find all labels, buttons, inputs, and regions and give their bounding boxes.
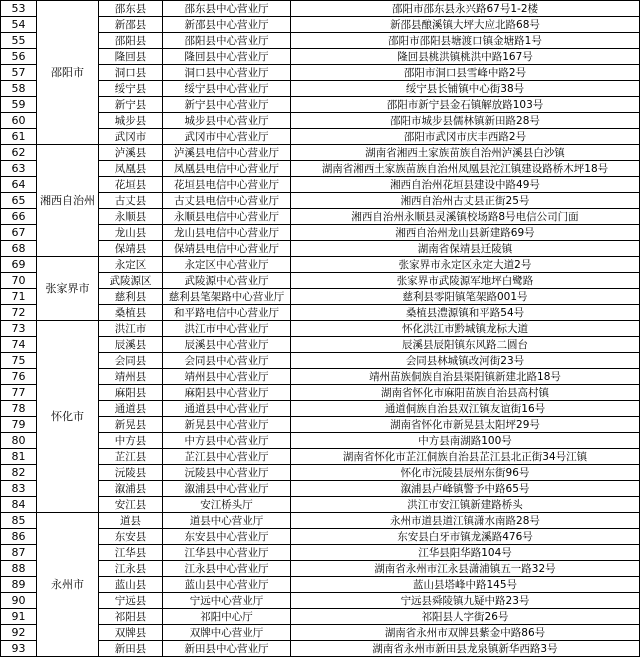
address-cell: 辰溪县辰阳镇东风路二圆台 xyxy=(291,337,640,353)
hall-name-cell: 慈利县笔架路中心营业厅 xyxy=(163,289,291,305)
county-cell: 慈利县 xyxy=(99,289,163,305)
address-cell: 绥宁县长铺镇中心街38号 xyxy=(291,81,640,97)
hall-name-cell: 和平路电信中心营业厅 xyxy=(163,305,291,321)
address-cell: 邵阳市新宁县金石镇解放路103号 xyxy=(291,97,640,113)
county-cell: 道县 xyxy=(99,513,163,529)
hall-name-cell: 辰溪县中心营业厅 xyxy=(163,337,291,353)
row-number: 74 xyxy=(1,337,37,353)
hall-name-cell: 武冈市中心营业厅 xyxy=(163,129,291,145)
hall-name-cell: 宁远中心营业厅 xyxy=(163,593,291,609)
hall-name-cell: 泸溪县电信中心营业厅 xyxy=(163,145,291,161)
hall-name-cell: 武陵源中心营业厅 xyxy=(163,273,291,289)
address-cell: 邵阳市武冈市庆丰西路2号 xyxy=(291,129,640,145)
address-cell: 会同县林城镇改河街23号 xyxy=(291,353,640,369)
county-cell: 邵阳县 xyxy=(99,33,163,49)
row-number: 72 xyxy=(1,305,37,321)
row-number: 86 xyxy=(1,529,37,545)
county-cell: 靖州县 xyxy=(99,369,163,385)
county-cell: 宁远县 xyxy=(99,593,163,609)
address-cell: 江华县阳华路104号 xyxy=(291,545,640,561)
address-cell: 湘西自治州古丈县正街25号 xyxy=(291,193,640,209)
row-number: 78 xyxy=(1,401,37,417)
address-cell: 湖南省永州市双牌县紫金中路86号 xyxy=(291,625,640,641)
row-number: 85 xyxy=(1,513,37,529)
row-number: 84 xyxy=(1,497,37,513)
county-cell: 泸溪县 xyxy=(99,145,163,161)
row-number: 81 xyxy=(1,449,37,465)
row-number: 58 xyxy=(1,81,37,97)
row-number: 90 xyxy=(1,593,37,609)
row-number: 88 xyxy=(1,561,37,577)
row-number: 69 xyxy=(1,257,37,273)
address-cell: 湖南省怀化市芷江侗族自治县芷江县北正街34号江镇 xyxy=(291,449,640,465)
city-cell: 怀化市 xyxy=(37,321,99,513)
hall-name-cell: 新晃县中心营业厅 xyxy=(163,417,291,433)
hall-name-cell: 蓝山县中心营业厅 xyxy=(163,577,291,593)
table-row xyxy=(1,321,640,337)
row-number: 76 xyxy=(1,369,37,385)
county-cell: 中方县 xyxy=(99,433,163,449)
table-row xyxy=(1,513,640,529)
row-number: 75 xyxy=(1,353,37,369)
hall-name-cell: 安江桥头厅 xyxy=(163,497,291,513)
address-cell: 祁阳县人字街26号 xyxy=(291,609,640,625)
hall-name-cell: 洪江市中心营业厅 xyxy=(163,321,291,337)
county-cell: 永定区 xyxy=(99,257,163,273)
address-cell: 怀化洪江市黔城镇龙标大道 xyxy=(291,321,640,337)
address-cell: 湖南省永州市江永县潇浦镇五一路32号 xyxy=(291,561,640,577)
address-cell: 湖南省永州市新田县龙泉镇新华西路3号 xyxy=(291,641,640,657)
city-cell: 张家界市 xyxy=(37,257,99,321)
hall-name-cell: 靖州县中心营业厅 xyxy=(163,369,291,385)
row-number: 89 xyxy=(1,577,37,593)
county-cell: 隆回县 xyxy=(99,49,163,65)
address-cell: 湖南省保靖县迁陵镇 xyxy=(291,241,640,257)
hall-name-cell: 邵东县中心营业厅 xyxy=(163,1,291,17)
address-cell: 邵阳市城步县儒林镇新田路28号 xyxy=(291,113,640,129)
county-cell: 安江县 xyxy=(99,497,163,513)
address-cell: 宁远县舜陵镇九疑中路23号 xyxy=(291,593,640,609)
county-cell: 沅陵县 xyxy=(99,465,163,481)
row-number: 87 xyxy=(1,545,37,561)
hall-name-cell: 通道县中心营业厅 xyxy=(163,401,291,417)
row-number: 65 xyxy=(1,193,37,209)
row-number: 55 xyxy=(1,33,37,49)
county-cell: 江永县 xyxy=(99,561,163,577)
hall-name-cell: 永定区中心营业厅 xyxy=(163,257,291,273)
address-cell: 隆回县桃洪镇桃洪中路167号 xyxy=(291,49,640,65)
county-cell: 会同县 xyxy=(99,353,163,369)
county-cell: 武陵源区 xyxy=(99,273,163,289)
county-cell: 溆浦县 xyxy=(99,481,163,497)
county-cell: 双牌县 xyxy=(99,625,163,641)
address-cell: 邵阳市邵阳县塘渡口镇金塘路1号 xyxy=(291,33,640,49)
county-cell: 新邵县 xyxy=(99,17,163,33)
county-cell: 保靖县 xyxy=(99,241,163,257)
address-cell: 张家界市永定区永定大道2号 xyxy=(291,257,640,273)
row-number: 92 xyxy=(1,625,37,641)
address-cell: 慈利县零阳镇笔架路001号 xyxy=(291,289,640,305)
hall-name-cell: 麻阳县中心营业厅 xyxy=(163,385,291,401)
row-number: 54 xyxy=(1,17,37,33)
row-number: 63 xyxy=(1,161,37,177)
address-cell: 新邵县酿溪镇大坪大应北路68号 xyxy=(291,17,640,33)
hall-name-cell: 新宁县中心营业厅 xyxy=(163,97,291,113)
address-cell: 蓝山县塔峰中路145号 xyxy=(291,577,640,593)
hall-name-cell: 芷江县中心营业厅 xyxy=(163,449,291,465)
hall-name-cell: 江华县中心营业厅 xyxy=(163,545,291,561)
row-number: 93 xyxy=(1,641,37,657)
county-cell: 辰溪县 xyxy=(99,337,163,353)
county-cell: 新田县 xyxy=(99,641,163,657)
row-number: 56 xyxy=(1,49,37,65)
row-number: 68 xyxy=(1,241,37,257)
address-cell: 湘西自治州永顺县灵溪镇校场路8号电信公司门面 xyxy=(291,209,640,225)
address-cell: 张家界市武陵源军地坪白鹭路 xyxy=(291,273,640,289)
row-number: 80 xyxy=(1,433,37,449)
row-number: 66 xyxy=(1,209,37,225)
county-cell: 新宁县 xyxy=(99,97,163,113)
address-cell: 湖南省怀化市麻阳苗族自治县高村镇 xyxy=(291,385,640,401)
county-cell: 永顺县 xyxy=(99,209,163,225)
address-cell: 中方县南湖路100号 xyxy=(291,433,640,449)
address-cell: 湖南省怀化市新晃县太阳坪29号 xyxy=(291,417,640,433)
table-body xyxy=(1,1,640,657)
row-number: 77 xyxy=(1,385,37,401)
county-cell: 城步县 xyxy=(99,113,163,129)
county-cell: 新晃县 xyxy=(99,417,163,433)
row-number: 62 xyxy=(1,145,37,161)
row-number: 57 xyxy=(1,65,37,81)
address-cell: 通道侗族自治县双江镇友谊街16号 xyxy=(291,401,640,417)
row-number: 64 xyxy=(1,177,37,193)
address-cell: 靖州苗族侗族自治县渠阳镇新建北路18号 xyxy=(291,369,640,385)
table-row xyxy=(1,1,640,17)
row-number: 73 xyxy=(1,321,37,337)
county-cell: 洪江市 xyxy=(99,321,163,337)
address-cell: 邵阳市洞口县雪峰中路2号 xyxy=(291,65,640,81)
hall-name-cell: 新邵县中心营业厅 xyxy=(163,17,291,33)
county-cell: 凤凰县 xyxy=(99,161,163,177)
row-number: 70 xyxy=(1,273,37,289)
hall-name-cell: 沅陵县中心营业厅 xyxy=(163,465,291,481)
hall-name-cell: 道县中心营业厅 xyxy=(163,513,291,529)
row-number: 79 xyxy=(1,417,37,433)
hall-name-cell: 龙山县电信中心营业厅 xyxy=(163,225,291,241)
county-cell: 武冈市 xyxy=(99,129,163,145)
row-number: 60 xyxy=(1,113,37,129)
hall-name-cell: 祁阳中心厅 xyxy=(163,609,291,625)
row-number: 59 xyxy=(1,97,37,113)
address-cell: 湖南省湘西土家族苗族自治州泸溪县白沙镇 xyxy=(291,145,640,161)
row-number: 71 xyxy=(1,289,37,305)
address-cell: 湘西自治州龙山县新建路69号 xyxy=(291,225,640,241)
hall-name-cell: 隆回县中心营业厅 xyxy=(163,49,291,65)
row-number: 83 xyxy=(1,481,37,497)
row-number: 91 xyxy=(1,609,37,625)
county-cell: 桑植县 xyxy=(99,305,163,321)
county-cell: 古丈县 xyxy=(99,193,163,209)
county-cell: 江华县 xyxy=(99,545,163,561)
county-cell: 通道县 xyxy=(99,401,163,417)
county-cell: 邵东县 xyxy=(99,1,163,17)
table-row xyxy=(1,145,640,161)
hall-name-cell: 洞口县中心营业厅 xyxy=(163,65,291,81)
county-cell: 龙山县 xyxy=(99,225,163,241)
county-cell: 芷江县 xyxy=(99,449,163,465)
city-cell: 湘西自治州 xyxy=(37,145,99,257)
county-cell: 花垣县 xyxy=(99,177,163,193)
row-number: 53 xyxy=(1,1,37,17)
hall-name-cell: 会同县中心营业厅 xyxy=(163,353,291,369)
county-cell: 东安县 xyxy=(99,529,163,545)
county-cell: 麻阳县 xyxy=(99,385,163,401)
hall-name-cell: 保靖县电信中心营业厅 xyxy=(163,241,291,257)
hall-name-cell: 新田县中心营业厅 xyxy=(163,641,291,657)
row-number: 61 xyxy=(1,129,37,145)
county-cell: 洞口县 xyxy=(99,65,163,81)
address-cell: 湘西自治州花垣县建设中路49号 xyxy=(291,177,640,193)
hall-name-cell: 永顺县电信中心营业厅 xyxy=(163,209,291,225)
address-cell: 怀化市沅陵县辰州东街96号 xyxy=(291,465,640,481)
table-row xyxy=(1,257,640,273)
address-cell: 桑植县澧源镇和平路54号 xyxy=(291,305,640,321)
county-cell: 祁阳县 xyxy=(99,609,163,625)
hall-name-cell: 古丈县电信中心营业厅 xyxy=(163,193,291,209)
hall-name-cell: 中方县中心营业厅 xyxy=(163,433,291,449)
address-cell: 溆浦县卢峰镇警予中路65号 xyxy=(291,481,640,497)
hall-name-cell: 双牌中心营业厅 xyxy=(163,625,291,641)
hall-name-cell: 东安县中心营业厅 xyxy=(163,529,291,545)
hall-name-cell: 花垣县电信中心营业厅 xyxy=(163,177,291,193)
city-cell: 永州市 xyxy=(37,513,99,657)
hall-name-cell: 凤凰县电信中心营业厅 xyxy=(163,161,291,177)
hall-name-cell: 城步县中心营业厅 xyxy=(163,113,291,129)
address-cell: 湖南省湘西土家族苗族自治州凤凰县沱江镇建设路桥木坪18号 xyxy=(291,161,640,177)
hall-name-cell: 溆浦县中心营业厅 xyxy=(163,481,291,497)
address-cell: 东安县白牙市镇龙溪路476号 xyxy=(291,529,640,545)
county-cell: 蓝山县 xyxy=(99,577,163,593)
row-number: 67 xyxy=(1,225,37,241)
address-cell: 洪江市安江镇新建路桥头 xyxy=(291,497,640,513)
hall-name-cell: 邵阳县中心营业厅 xyxy=(163,33,291,49)
address-cell: 永州市道县道江镇潇水南路28号 xyxy=(291,513,640,529)
hall-name-cell: 绥宁县中心营业厅 xyxy=(163,81,291,97)
row-number: 82 xyxy=(1,465,37,481)
city-cell: 邵阳市 xyxy=(37,1,99,145)
address-cell: 邵阳市邵东县永兴路67号1-2楼 xyxy=(291,1,640,17)
county-cell: 绥宁县 xyxy=(99,81,163,97)
hall-name-cell: 江永县中心营业厅 xyxy=(163,561,291,577)
